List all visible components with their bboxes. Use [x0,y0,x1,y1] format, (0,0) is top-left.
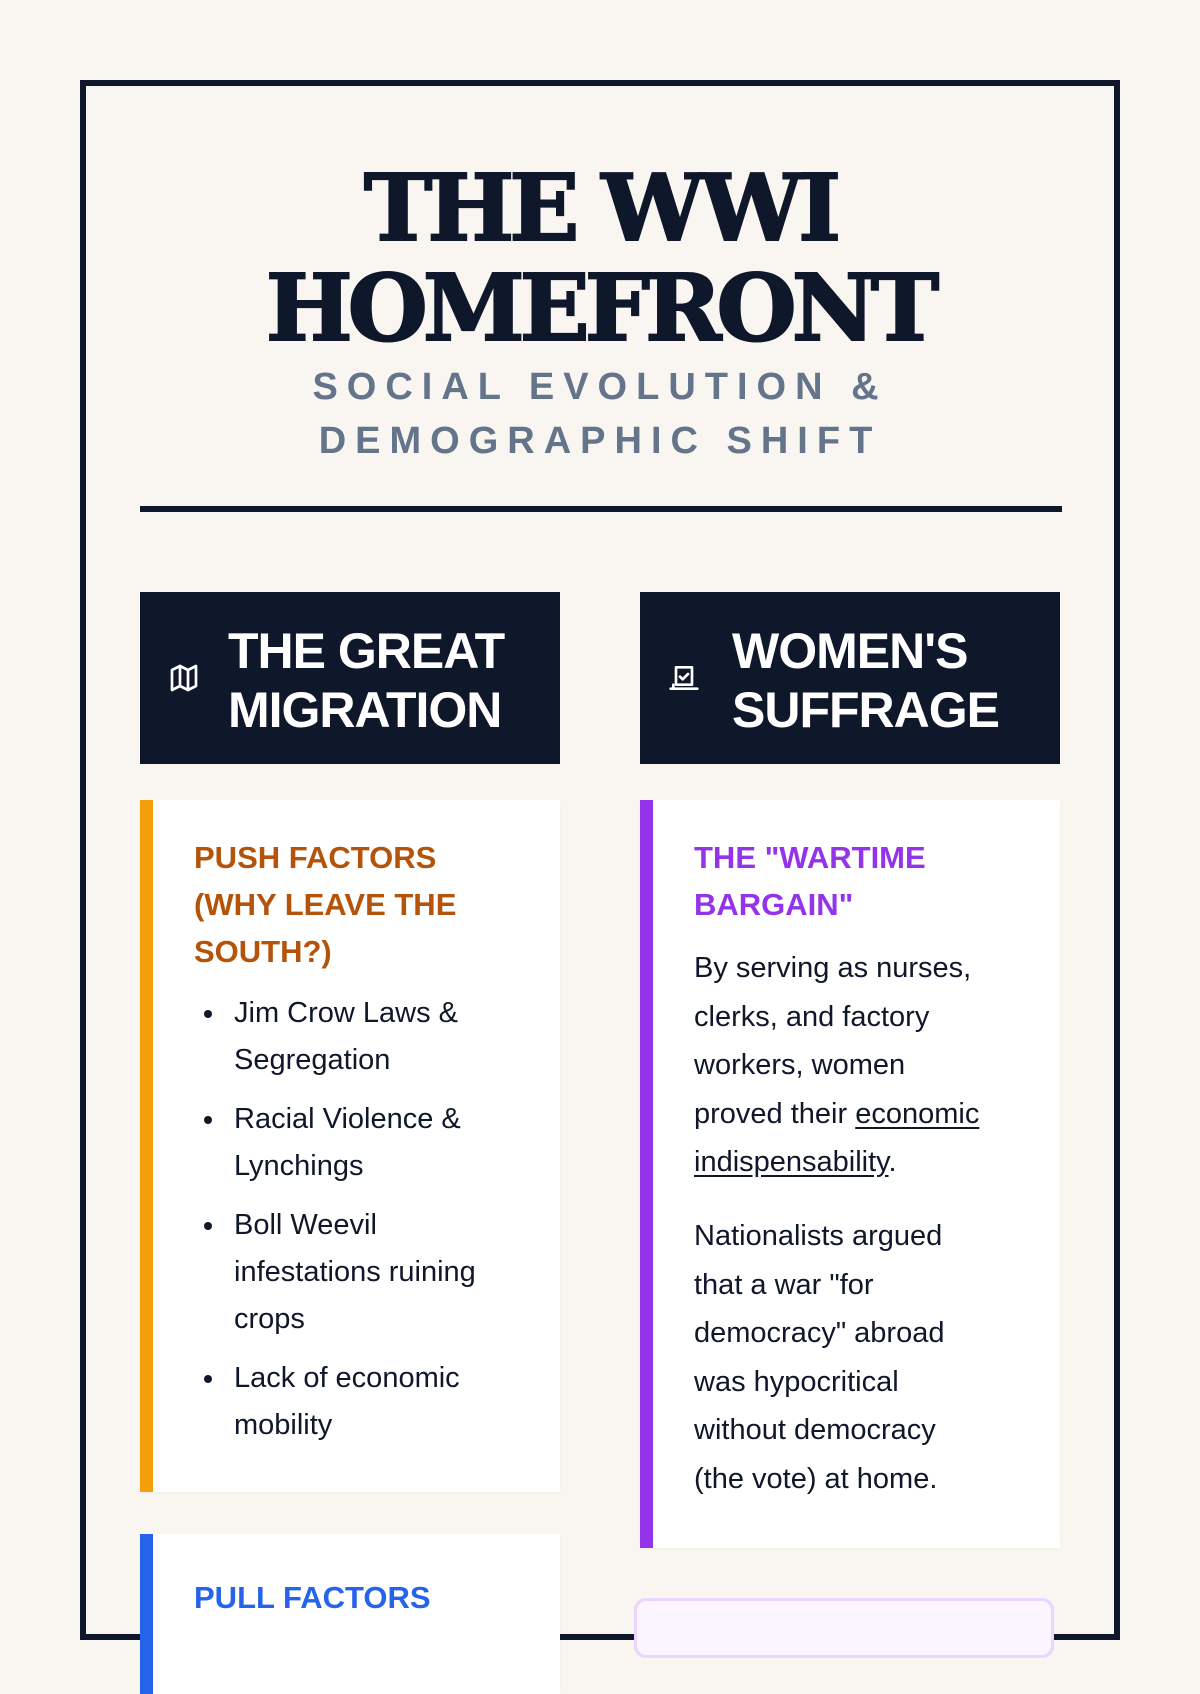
womens-suffrage-header [640,592,1060,764]
wartime-bargain-title: THE "WARTIME BARGAIN" [694,840,926,922]
great-migration-header [140,592,560,764]
push-accent-bar [140,800,153,1492]
womens-suffrage-title: WOMEN'S SUFFRAGE [732,623,999,738]
push-factors-title: PUSH FACTORS (WHY LEAVE THE SOUTH?) [194,840,457,969]
great-migration-title: THE GREAT MIGRATION [228,623,505,738]
suffrage-next-card [634,1598,1054,1658]
poster-frame [80,80,1120,1640]
map-icon [168,662,200,694]
list-item: Racial Violence & Lynchings [194,1096,554,1190]
bargain-paragraph-2: Nationalists argued that a war "for democracy" abroad was hypocritical without democracy (the vote) at home. [694,1220,945,1495]
push-factors-list [194,990,554,1461]
bargain-paragraph-1: By serving as nurses, clerks, and factory workers, women proved their economic indispensability. [694,952,980,1178]
pull-factors-title: PULL FACTORS [194,1580,431,1615]
wartime-bargain-card [640,800,1060,1548]
page-subtitle: SOCIAL EVOLUTION & DEMOGRAPHIC SHIFT [312,366,888,462]
ballot-box-icon [668,662,700,694]
pull-factors-card [140,1534,560,1694]
list-item: Lack of economic mobility [194,1355,554,1449]
title-divider [140,506,1062,512]
pull-accent-bar [140,1534,153,1694]
push-factors-card [140,800,560,1492]
list-item: Boll Weevil infestations ruining crops [194,1202,554,1343]
bargain-accent-bar [640,800,653,1548]
list-item: Jim Crow Laws & Segregation [194,990,554,1084]
page-title: THE WWI HOMEFRONT [265,154,935,362]
